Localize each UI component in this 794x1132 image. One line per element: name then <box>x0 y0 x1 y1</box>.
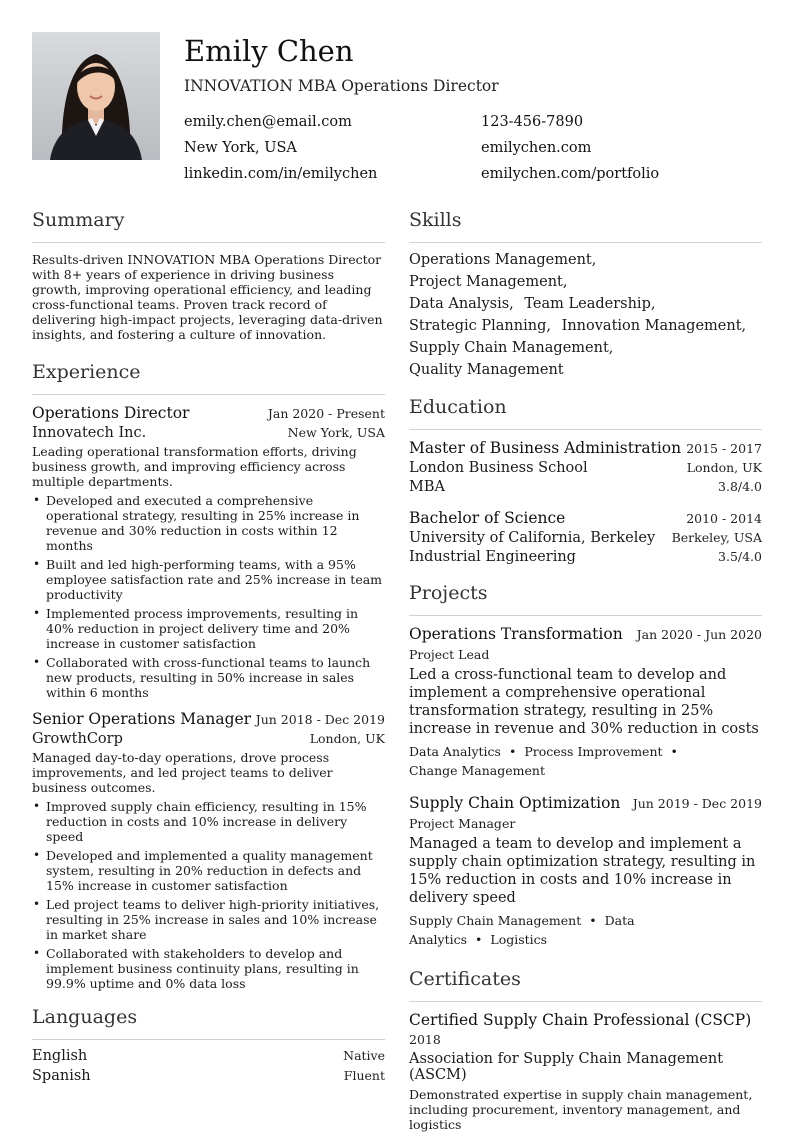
certificate-issuer: Association for Supply Chain Management (ASCM) <box>409 1051 724 1083</box>
contact-email[interactable]: emily.chen@email.com <box>184 114 352 130</box>
skill-item: Team Leadership, <box>524 296 656 312</box>
project-tag: Logistics <box>490 932 548 947</box>
languages-section <box>32 1003 385 1084</box>
tag-separator: • <box>475 932 483 947</box>
tag-separator: • <box>670 744 678 759</box>
job-summary: Leading operational transformation efforts, driving business growth, and improving efficiency across multiple departments. <box>32 444 357 489</box>
job-entry <box>32 710 385 991</box>
school-location: Berkeley, USA <box>671 530 762 545</box>
project-tags <box>409 911 762 949</box>
projects-section <box>409 579 762 949</box>
job-company: GrowthCorp <box>32 731 123 747</box>
project-name: Supply Chain Optimization <box>409 794 621 812</box>
education-entry <box>409 509 762 565</box>
project-tag: Change Management <box>409 763 545 778</box>
skill-item: Operations Management, <box>409 252 597 268</box>
job-bullets <box>32 493 385 700</box>
language-row <box>32 1048 385 1064</box>
resume-header <box>32 32 762 192</box>
job-summary: Managed day-to-day operations, drove process improvements, and led project teams to deliver business outcomes. <box>32 750 333 795</box>
certificates-section <box>409 965 762 1132</box>
list-item: • Developed and executed a comprehensive operational strategy, resulting in 25% increase in revenue and 30% reduction in costs within 12 months <box>46 493 385 553</box>
project-tag: Data Analytics <box>409 744 501 759</box>
job-entry <box>32 404 385 700</box>
project-dates: Jan 2020 - Jun 2020 <box>636 627 762 642</box>
project-entry <box>409 794 762 949</box>
project-description: Managed a team to develop and implement a supply chain optimization strategy, resulting in 15% reduction in costs and 10% increase in delivery speed <box>409 836 756 906</box>
skill-item: Data Analysis, <box>409 296 514 312</box>
experience-section <box>32 358 385 991</box>
degree-name: Master of Business Administration <box>409 439 682 457</box>
field-of-study: MBA <box>409 479 445 495</box>
language-level: Native <box>343 1048 385 1063</box>
language-row <box>32 1068 385 1084</box>
summary-section <box>32 206 385 342</box>
job-location: New York, USA <box>287 425 385 440</box>
candidate-title: INNOVATION MBA Operations Director <box>184 77 499 95</box>
degree-name: Bachelor of Science <box>409 509 566 527</box>
person-portrait-icon <box>32 32 160 160</box>
education-dates: 2015 - 2017 <box>686 441 762 456</box>
job-dates: Jun 2018 - Dec 2019 <box>255 712 385 727</box>
project-description: Led a cross-functional team to develop and implement a comprehensive operational transformation strategy, resulting in 25% increase in revenue and 30% reduction in costs <box>409 667 759 737</box>
section-heading: Experience <box>32 361 141 383</box>
section-divider <box>409 429 762 430</box>
skill-item: Strategic Planning, <box>409 318 551 334</box>
project-tag: Process Improvement <box>524 744 663 759</box>
project-entry <box>409 625 762 780</box>
education-section <box>409 393 762 565</box>
project-tag: Data Analytics <box>409 913 635 947</box>
job-company: Innovatech Inc. <box>32 425 147 441</box>
section-heading: Certificates <box>409 968 521 990</box>
school-location: London, UK <box>686 460 762 475</box>
job-location: London, UK <box>309 731 385 746</box>
contact-portfolio[interactable]: emilychen.com/portfolio <box>481 166 660 182</box>
contact-phone[interactable]: 123-456-7890 <box>481 114 584 130</box>
project-name: Operations Transformation <box>409 625 623 643</box>
list-item: • Led project teams to deliver high-priority initiatives, resulting in 25% increase in sales and 10% increase in market share <box>46 897 385 942</box>
contact-website[interactable]: emilychen.com <box>481 140 592 156</box>
tag-separator: • <box>589 913 597 928</box>
section-heading: Summary <box>32 209 125 231</box>
certificate-year: 2018 <box>409 1032 441 1047</box>
contact-linkedin[interactable]: linkedin.com/in/emilychen <box>184 166 378 182</box>
list-item: • Built and led high-performing teams, with a 95% employee satisfaction rate and 25% increase in team productivity <box>46 557 385 602</box>
skill-item: Innovation Management, <box>561 318 747 334</box>
section-divider <box>32 394 385 395</box>
skills-list <box>409 249 762 381</box>
candidate-name: Emily Chen <box>184 34 354 68</box>
section-heading: Education <box>409 396 507 418</box>
skills-section <box>409 206 762 381</box>
certificate-entry <box>409 1011 762 1132</box>
school-name: London Business School <box>409 460 588 476</box>
right-column <box>409 206 762 1132</box>
job-dates: Jan 2020 - Present <box>267 406 385 421</box>
project-tag: Supply Chain Management <box>409 913 582 928</box>
job-bullets <box>32 799 385 991</box>
tag-separator: • <box>508 744 517 759</box>
list-item: • Implemented process improvements, resulting in 40% reduction in project delivery time and 20% increase in customer satisfaction <box>46 606 385 651</box>
list-item: • Developed and implemented a quality management system, resulting in 20% reduction in defects and 15% increase in customer satisfaction <box>46 848 385 893</box>
section-heading: Languages <box>32 1006 138 1028</box>
section-divider <box>409 242 762 243</box>
job-role: Senior Operations Manager <box>32 710 252 728</box>
list-item: • Collaborated with cross-functional teams to launch new products, resulting in 50% increase in sales within 6 months <box>46 655 385 700</box>
language-level: Fluent <box>343 1068 385 1083</box>
section-heading: Projects <box>409 582 488 604</box>
section-divider <box>32 242 385 243</box>
project-role: Project Lead <box>409 647 490 662</box>
profile-photo <box>32 32 160 160</box>
section-divider <box>409 615 762 616</box>
certificate-name: Certified Supply Chain Professional (CSCP) <box>409 1011 752 1029</box>
skill-item: Project Management, <box>409 274 568 290</box>
project-tags <box>409 742 762 780</box>
gpa: 3.5/4.0 <box>718 549 762 564</box>
language-name: Spanish <box>32 1068 91 1084</box>
section-divider <box>409 1001 762 1002</box>
list-item: • Collaborated with stakeholders to develop and implement business continuity plans, resulting in 99.9% uptime and 0% data loss <box>46 946 385 991</box>
left-column <box>32 206 385 1084</box>
contact-location: New York, USA <box>184 140 297 156</box>
language-name: English <box>32 1048 88 1064</box>
field-of-study: Industrial Engineering <box>409 549 576 565</box>
education-entry <box>409 439 762 495</box>
project-dates: Jun 2019 - Dec 2019 <box>632 796 762 811</box>
section-heading: Skills <box>409 209 462 231</box>
skill-item: Quality Management <box>409 362 564 378</box>
school-name: University of California, Berkeley <box>409 530 656 546</box>
skill-item: Supply Chain Management, <box>409 340 614 356</box>
list-item: • Improved supply chain efficiency, resulting in 15% reduction in costs and 10% increase in delivery speed <box>46 799 385 844</box>
summary-text: Results-driven INNOVATION MBA Operations Director with 8+ years of experience in driving business growth, improving operational efficiency, and leading cross-functional teams. Proven track record of delivering high-impact projects, leveraging data-driven insights, and fostering a culture of innovation. <box>32 252 383 342</box>
education-dates: 2010 - 2014 <box>686 511 762 526</box>
section-divider <box>32 1039 385 1040</box>
project-role: Project Manager <box>409 816 516 831</box>
job-role: Operations Director <box>32 404 190 422</box>
certificate-description: Demonstrated expertise in supply chain management, including procurement, inventory management, and logistics <box>409 1087 753 1132</box>
gpa: 3.8/4.0 <box>718 479 762 494</box>
